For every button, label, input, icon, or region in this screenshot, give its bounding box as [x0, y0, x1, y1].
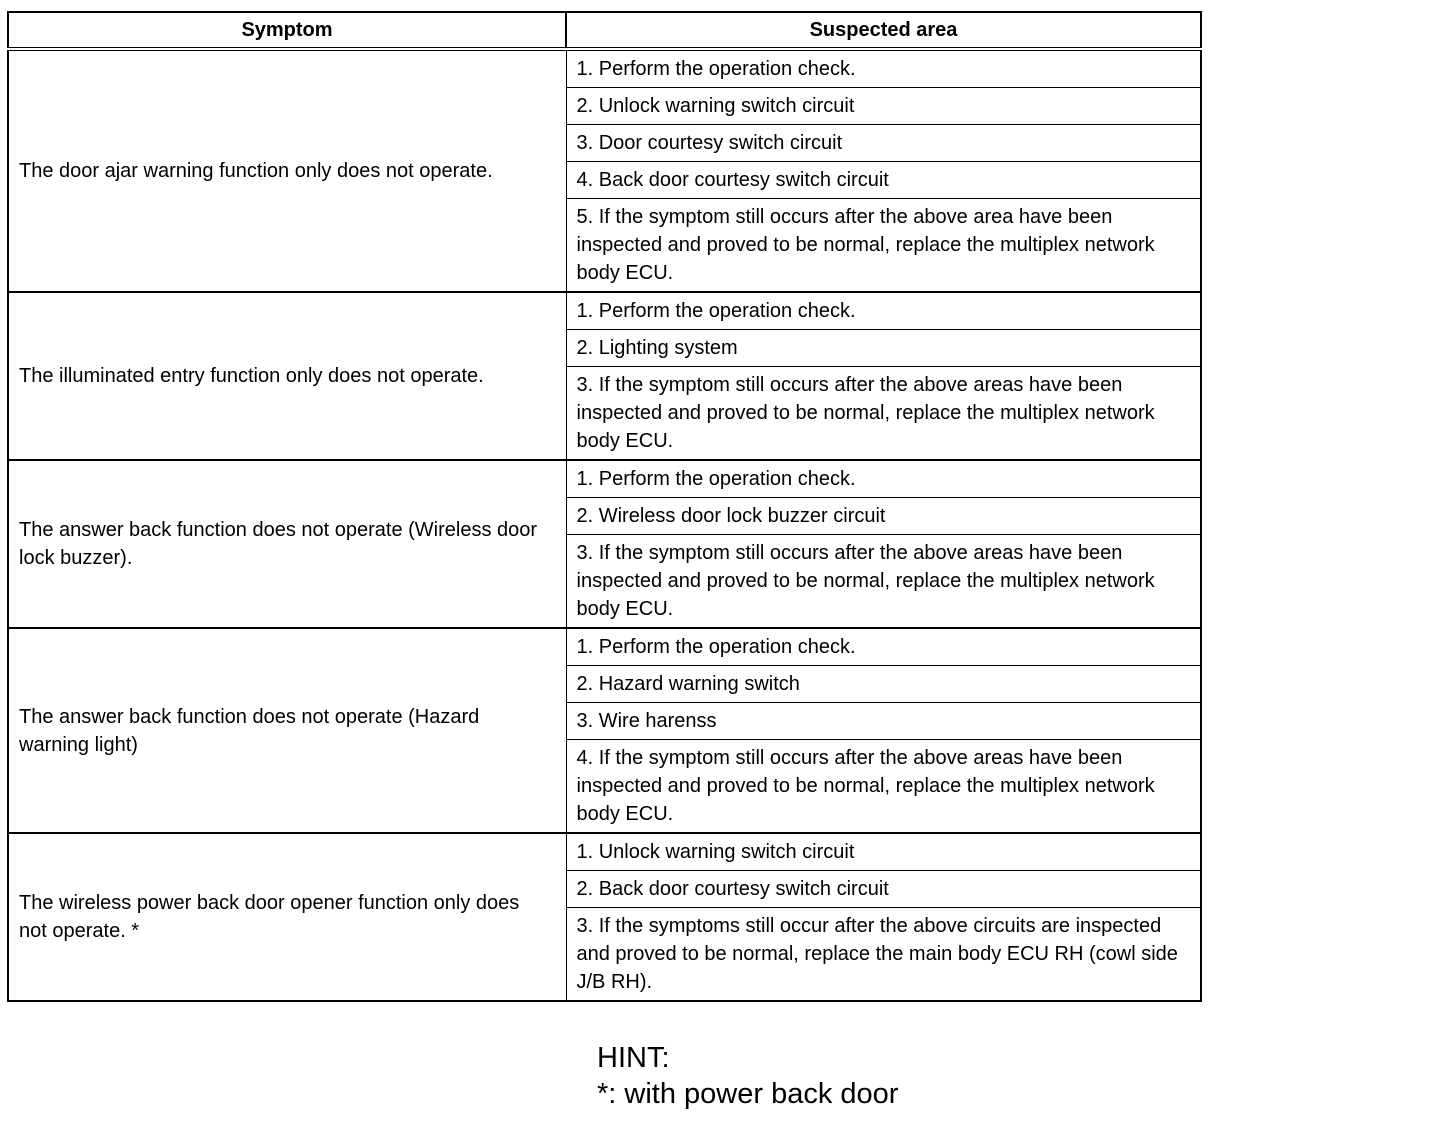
table-row [8, 460, 1201, 498]
troubleshooting-table [7, 11, 1202, 1002]
symptom-cell: The wireless power back door opener function only does not operate. * [8, 833, 566, 1001]
suspected-area-cell: 2. Wireless door lock buzzer circuit [566, 498, 1201, 535]
header-suspected-area: Suspected area [566, 12, 1201, 49]
suspected-area-cell: 2. Hazard warning switch [566, 666, 1201, 703]
hint-note: *: with power back door [597, 1078, 899, 1110]
hint-block [597, 1040, 898, 1112]
table-row [8, 628, 1201, 666]
symptom-cell: The answer back function does not operate (Wireless door lock buzzer). [8, 460, 566, 628]
suspected-area-cell: 3. Wire harenss [566, 703, 1201, 740]
suspected-area-cell: 3. If the symptoms still occur after the above circuits are inspected and proved to be normal, replace the main body ECU RH (cowl side J/B RH). [566, 908, 1201, 1002]
symptom-cell: The illuminated entry function only does not operate. [8, 292, 566, 460]
suspected-area-cell: 5. If the symptom still occurs after the above area have been inspected and proved to be normal, replace the multiplex network body ECU. [566, 199, 1201, 293]
suspected-area-cell: 3. If the symptom still occurs after the above areas have been inspected and proved to be normal, replace the multiplex network body ECU. [566, 367, 1201, 461]
suspected-area-cell: 1. Perform the operation check. [566, 292, 1201, 330]
header-symptom: Symptom [8, 12, 566, 49]
suspected-area-cell: 3. Door courtesy switch circuit [566, 125, 1201, 162]
table-body [8, 49, 1201, 1001]
suspected-area-cell: 3. If the symptom still occurs after the above areas have been inspected and proved to be normal, replace the multiplex network body ECU. [566, 535, 1201, 629]
suspected-area-cell: 4. If the symptom still occurs after the above areas have been inspected and proved to be normal, replace the multiplex network body ECU. [566, 740, 1201, 834]
suspected-area-cell: 1. Perform the operation check. [566, 460, 1201, 498]
suspected-area-cell: 1. Perform the operation check. [566, 49, 1201, 88]
symptom-cell: The door ajar warning function only does not operate. [8, 49, 566, 292]
suspected-area-cell: 1. Unlock warning switch circuit [566, 833, 1201, 871]
suspected-area-cell: 2. Back door courtesy switch circuit [566, 871, 1201, 908]
table-row [8, 49, 1201, 88]
suspected-area-cell: 1. Perform the operation check. [566, 628, 1201, 666]
symptom-cell: The answer back function does not operate (Hazard warning light) [8, 628, 566, 833]
hint-title: HINT: [597, 1042, 670, 1074]
table-header-row [8, 12, 1201, 49]
table-row [8, 833, 1201, 871]
table-row [8, 292, 1201, 330]
suspected-area-cell: 2. Unlock warning switch circuit [566, 88, 1201, 125]
suspected-area-cell: 4. Back door courtesy switch circuit [566, 162, 1201, 199]
suspected-area-cell: 2. Lighting system [566, 330, 1201, 367]
